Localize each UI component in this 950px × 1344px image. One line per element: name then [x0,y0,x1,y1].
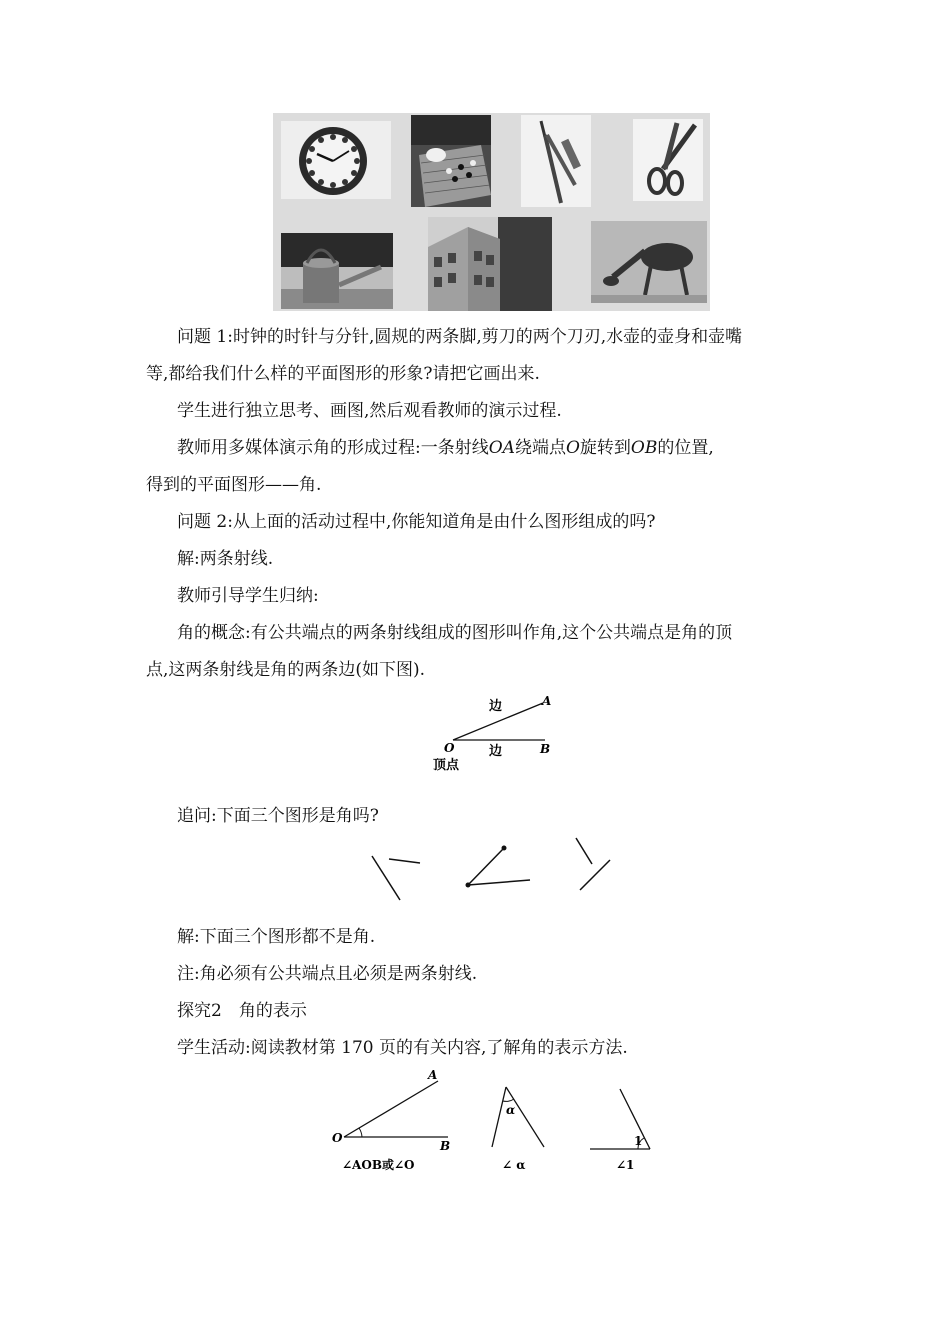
teacher-demo-text-1: 教师用多媒体演示角的形成过程:一条射线 [177,438,489,458]
point-o: O [565,438,580,458]
notation-1-label-o: O [332,1131,343,1145]
ray-ob: OB [630,438,658,458]
notation-2-caption: ∠ α [502,1158,526,1172]
vertex-label: 顶点 [433,758,460,773]
answer-2: 解:两条射线. [177,549,274,569]
concept-line-1: 角的概念:有公共端点的两条射线组成的图形叫作角,这个公共端点是角的顶 [177,623,733,643]
angle-notation-figures [320,1065,660,1180]
scissors-photo [633,119,703,201]
shape-2-line-a [468,848,504,885]
student-activity: 学生活动:阅读教材第 170 页的有关内容,了解角的表示方法. [177,1038,628,1058]
non-angle-figures [360,830,620,905]
photo-collage [273,113,710,311]
compass-photo [521,115,591,207]
angle-figure [425,690,565,780]
followup-question: 追问:下面三个图形是角吗? [177,806,379,826]
question-1-line-2: 等,都给我们什么样的平面图形的形象?请把它画出来. [146,364,540,384]
building-photo [428,217,552,311]
notation-1-caption: ∠AOB或∠O [342,1158,415,1172]
deer-photo [591,221,707,303]
watering-can-photo [281,233,393,309]
chess-board-photo [411,115,491,207]
explore-2-heading: 探究2 角的表示 [177,1001,307,1021]
teacher-demo-text-3: 旋转到 [579,438,631,458]
concept-line-2: 点,这两条射线是角的两条边(如下图). [146,660,426,680]
shape-3-line-a [576,838,592,864]
question-1-line-1: 问题 1:时钟的时针与分针,圆规的两条脚,剪刀的两个刀刃,水壶的壶身和壶嘴 [177,327,743,347]
notation-3-caption: ∠1 [616,1158,635,1172]
notation-1-label-b: B [440,1139,451,1153]
notation-2-ray-right [506,1087,544,1147]
notation-2-alpha: α [506,1103,516,1117]
point-a-label: A [542,694,552,708]
notation-1-arc [359,1128,362,1137]
point-o-label: O [444,741,455,755]
question-2: 问题 2:从上面的活动过程中,你能知道角是由什么图形组成的吗? [177,512,656,532]
shape-2-endpoint [466,883,471,888]
answer-followup: 解:下面三个图形都不是角. [177,927,376,947]
clock-photo [281,121,391,199]
notation-2-arc [503,1099,514,1101]
point-b-label: B [540,742,551,756]
note: 注:角必须有公共端点且必须是两条射线. [177,964,478,984]
student-think: 学生进行独立思考、画图,然后观看教师的演示过程. [177,401,562,421]
teacher-demo-line-2: 得到的平面图形——角. [146,475,322,495]
ray-oa: OA [488,438,515,458]
shape-2-endpoint-top [502,846,507,851]
shape-2-line-b [468,880,530,885]
notation-1-ray-oa [344,1081,438,1137]
teacher-demo-text-2: 绕端点 [514,438,566,458]
shape-1-line-b [389,859,420,863]
notation-3-number: 1 [634,1134,643,1148]
teacher-demo-text-4: 的位置, [657,438,714,458]
side-bottom-label: 边 [489,744,503,759]
shape-3-line-b [580,860,610,890]
shape-1-line-a [372,856,400,900]
notation-1-label-a: A [428,1068,438,1082]
teacher-guide: 教师引导学生归纳: [177,586,319,606]
side-top-label: 边 [489,699,503,714]
notation-2-ray-left [492,1087,506,1147]
teacher-demo-line-1 [177,438,837,458]
